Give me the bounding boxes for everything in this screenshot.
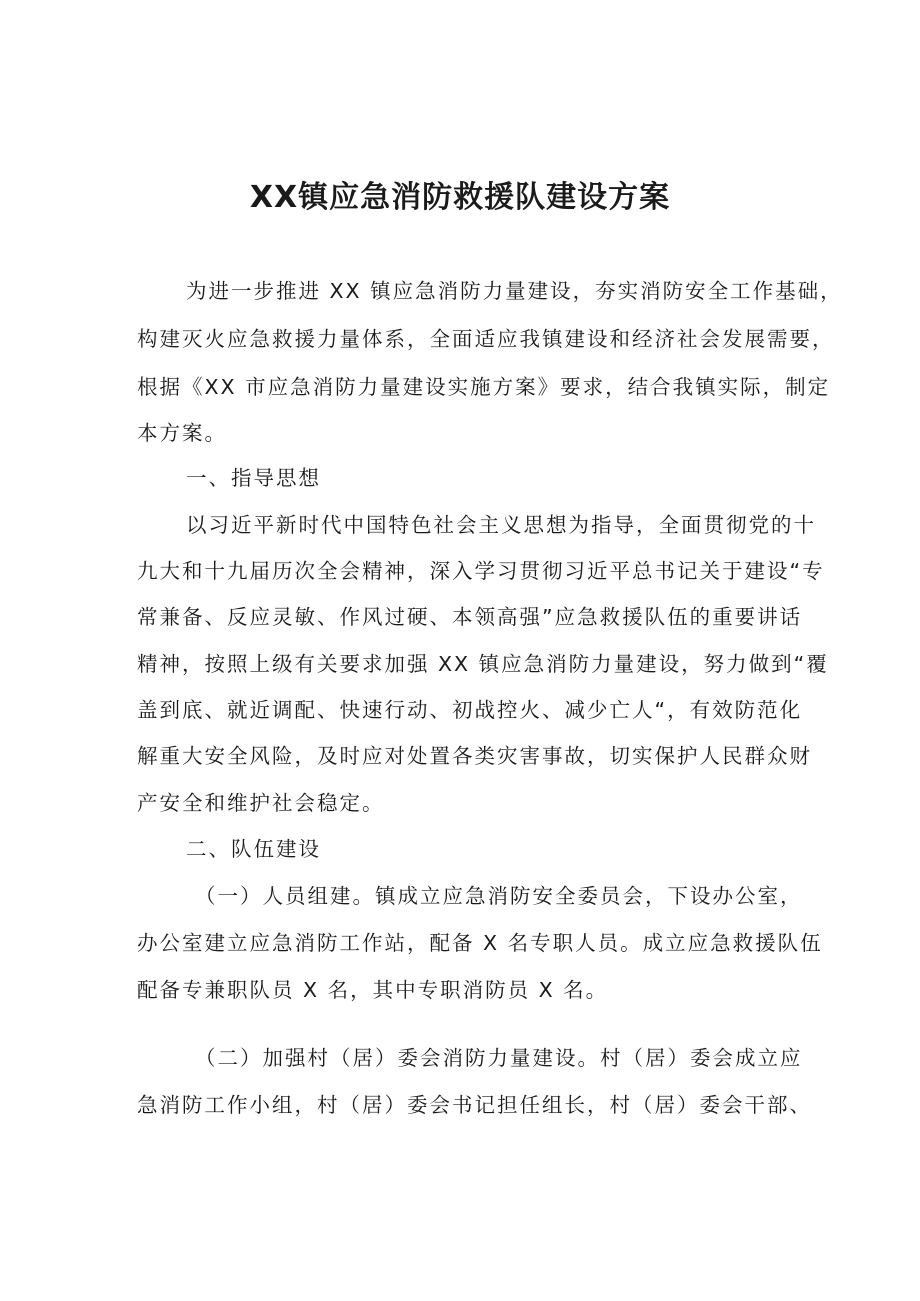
section1-line-2: 九大和十九届历次全会精神，深入学习贯彻习近平总书记关于建设“专 bbox=[137, 559, 825, 583]
intro-line-3: 根据《XX 市应急消防力量建设实施方案》要求，结合我镇实际，制定 bbox=[137, 375, 831, 399]
section1-line-6: 解重大安全风险，及时应对处置各类灾害事故，切实保护人民群众财 bbox=[137, 744, 812, 768]
section1-line-1: 以习近平新时代中国特色社会主义思想为指导，全面贯彻党的十 bbox=[186, 513, 816, 537]
document-title: XX镇应急消防救援队建设方案 bbox=[249, 180, 671, 215]
item1-line-3: 配备专兼职队员 X 名，其中专职消防员 X 名。 bbox=[137, 978, 609, 1002]
section1-line-5: 盖到底、就近调配、快速行动、初战控火、减少亡人“，有效防范化 bbox=[137, 698, 803, 722]
item1-line-1: （一）人员组建。镇成立应急消防安全委员会，下设办公室， bbox=[195, 884, 803, 908]
section-heading-team-building: 二、队伍建设 bbox=[186, 837, 321, 861]
section1-line-7: 产安全和维护社会稳定。 bbox=[137, 791, 385, 815]
section1-line-3: 常兼备、反应灵敏、作风过硬、本领高强”应急救援队伍的重要讲话 bbox=[137, 605, 803, 629]
section1-line-4: 精神，按照上级有关要求加强 XX 镇应急消防力量建设，努力做到“覆 bbox=[137, 652, 829, 676]
intro-line-1: 为进一步推进 XX 镇应急消防力量建设，夯实消防安全工作基础， bbox=[186, 279, 843, 303]
item1-line-2: 办公室建立应急消防工作站，配备 X 名专职人员。成立应急救援队伍 bbox=[137, 931, 823, 955]
item2-line-2: 急消防工作小组，村（居）委会书记担任组长，村（居）委会干部、 bbox=[137, 1093, 812, 1117]
section-heading-guiding-ideology: 一、指导思想 bbox=[186, 466, 321, 490]
intro-line-4: 本方案。 bbox=[137, 421, 227, 445]
item2-line-1: （二）加强村（居）委会消防力量建设。村（居）委会成立应 bbox=[195, 1046, 803, 1070]
intro-line-2: 构建灭火应急救援力量体系，全面适应我镇建设和经济社会发展需要， bbox=[137, 327, 835, 351]
